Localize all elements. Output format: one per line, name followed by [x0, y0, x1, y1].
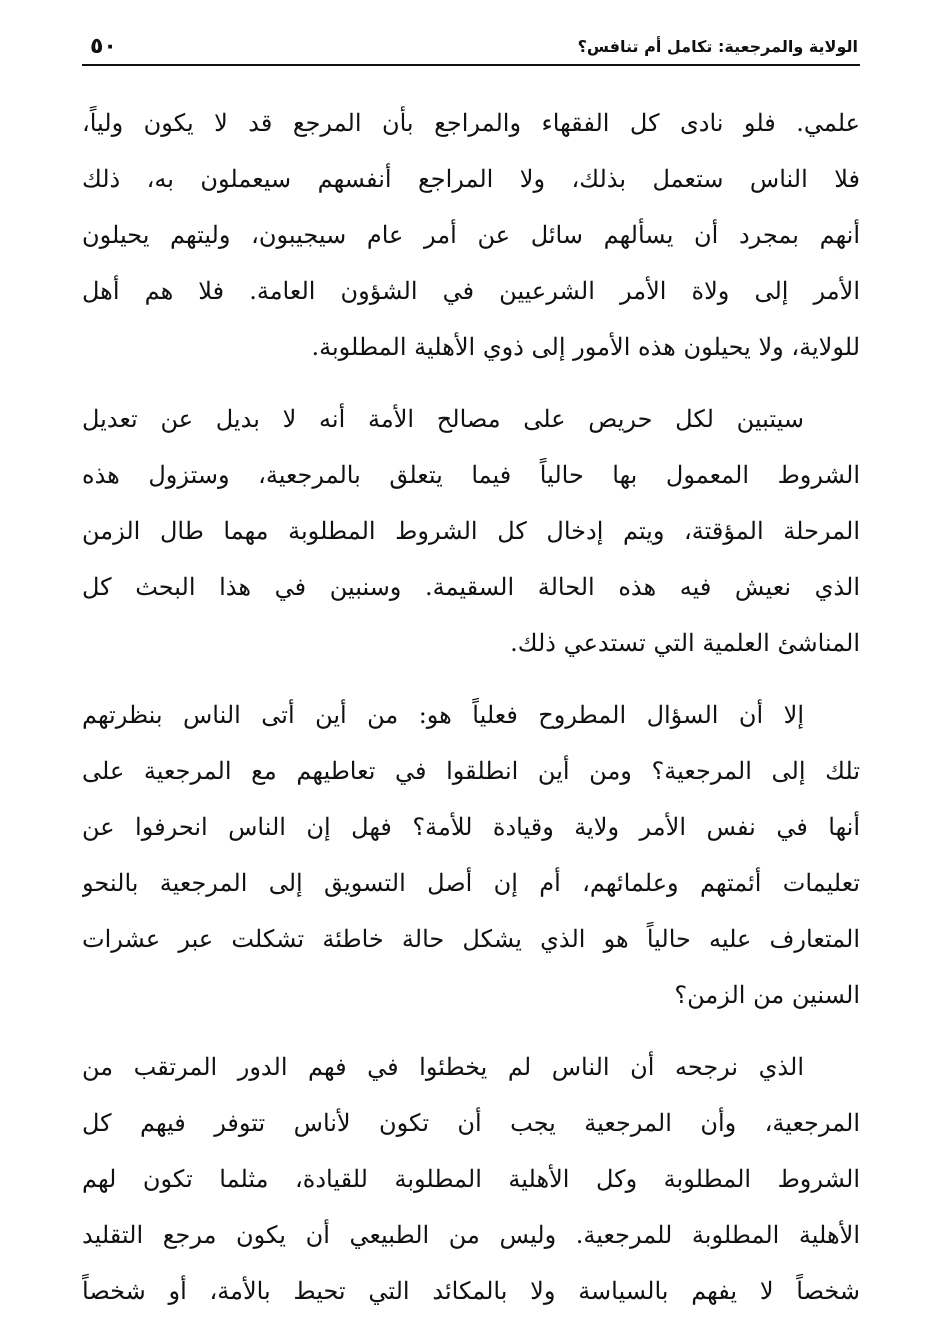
text-line: الشروط المطلوبة وكل الأهلية المطلوبة للقيادة، مثلما تكون لهم [82, 1165, 860, 1193]
text-line: للولاية، ولا يحيلون هذه الأمور إلى ذوي الأهلية المطلوبة. [311, 333, 860, 361]
text-line: السنين من الزمن؟ [674, 981, 860, 1009]
text-line: شخصاً لا يفهم بالسياسة ولا بالمكائد التي تحيط بالأمة، أو شخصاً [82, 1277, 860, 1305]
text-line: المناشئ العلمية التي تستدعي ذلك. [510, 629, 860, 657]
text-line: فلا الناس ستعمل بذلك، ولا المراجع أنفسهم سيعملون به، ذلك [82, 165, 860, 193]
text-line: المرجعية، وأن المرجعية يجب أن تكون لأناس تتوفر فيهم كل [82, 1109, 860, 1137]
text-line: أنهم بمجرد أن يسألهم سائل عن أمر عام سيجيبون، وليتهم يحيلون [82, 221, 860, 249]
text-line: إلا أن السؤال المطروح فعلياً هو: من أين أتى الناس بنظرتهم [82, 701, 804, 729]
text-line: تلك إلى المرجعية؟ ومن أين انطلقوا في تعاطيهم مع المرجعية على [82, 757, 860, 785]
text-line: الذي نعيش فيه هذه الحالة السقيمة. وسنبين في هذا البحث كل [82, 573, 860, 601]
body-text [82, 95, 860, 1319]
page-number: ٥٠ [90, 34, 117, 59]
text-line: سيتبين لكل حريص على مصالح الأمة أنه لا بديل عن تعديل [82, 405, 804, 433]
text-line: علمي. فلو نادى كل الفقهاء والمراجع بأن المرجع قد لا يكون ولياً، [82, 109, 860, 137]
text-line: الأهلية المطلوبة للمرجعية. وليس من الطبيعي أن يكون مرجع التقليد [82, 1221, 860, 1249]
paragraph-4 [82, 1039, 860, 1319]
running-header [82, 30, 860, 66]
running-title: الولاية والمرجعية: تكامل أم تنافس؟ [577, 37, 858, 56]
text-line: الأمر إلى ولاة الأمر الشرعيين في الشؤون العامة. فلا هم أهل [82, 277, 860, 305]
paragraph-2 [82, 391, 860, 671]
paragraph-3 [82, 687, 860, 1023]
paragraph-1 [82, 95, 860, 375]
text-line: المرحلة المؤقتة، ويتم إدخال كل الشروط المطلوبة مهما طال الزمن [82, 517, 860, 545]
text-line: أنها في نفس الأمر ولاية وقيادة للأمة؟ فهل إن الناس انحرفوا عن [82, 813, 860, 841]
text-line: الذي نرجحه أن الناس لم يخطئوا في فهم الدور المرتقب من [82, 1053, 804, 1081]
text-line: المتعارف عليه حالياً هو الذي يشكل حالة خاطئة تشكلت عبر عشرات [82, 925, 860, 953]
text-line: تعليمات أئمتهم وعلمائهم، أم إن أصل التسويق إلى المرجعية بالنحو [82, 869, 860, 897]
text-line: الشروط المعمول بها حالياً فيما يتعلق بالمرجعية، وستزول هذه [82, 461, 860, 489]
